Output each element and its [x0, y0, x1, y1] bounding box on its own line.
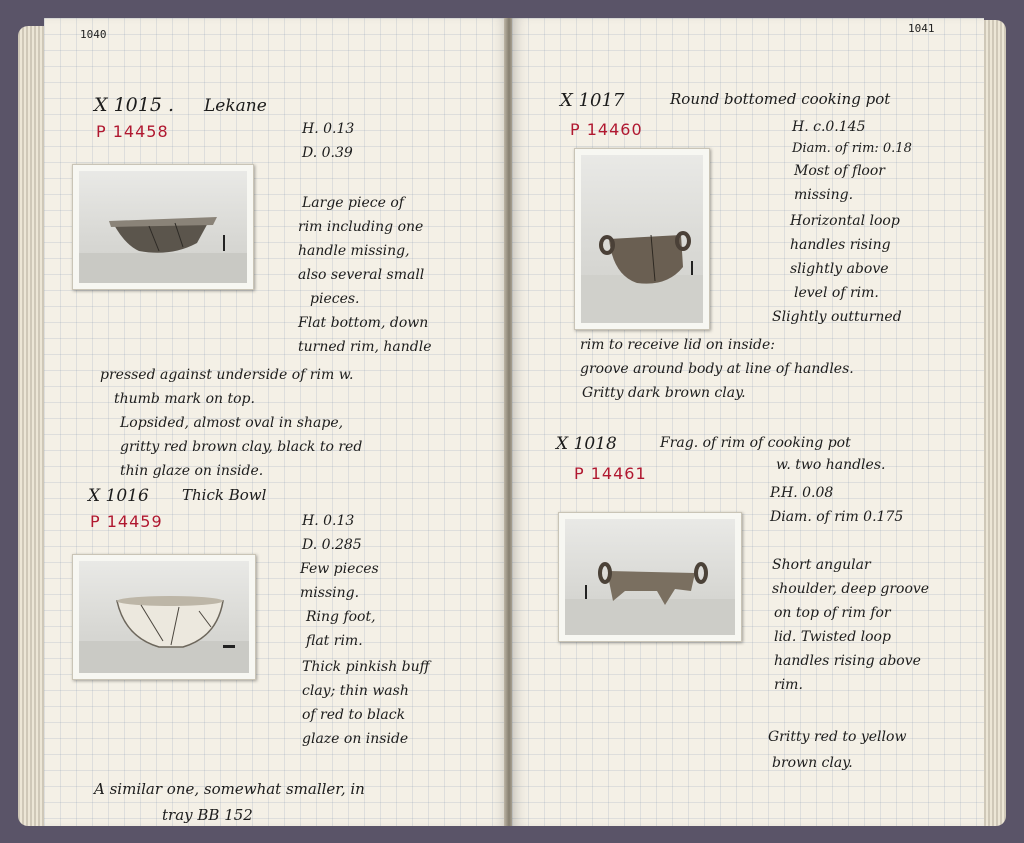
- note-line: Gritty red to yellow: [768, 729, 907, 745]
- note-line: Slightly outturned: [772, 309, 902, 325]
- note-line: on top of rim for: [774, 605, 891, 621]
- folio-number: 1040: [80, 28, 107, 41]
- dimension-line: H. 0.13: [302, 513, 355, 529]
- entry-title: Lekane: [204, 96, 267, 116]
- note-line: handle missing,: [298, 243, 410, 259]
- note-line: Ring foot,: [306, 609, 376, 625]
- note-line: flat rim.: [306, 633, 363, 649]
- note-line: Gritty dark brown clay.: [582, 385, 746, 401]
- note-line: lid. Twisted loop: [774, 629, 891, 645]
- dimension-line: D. 0.285: [302, 537, 362, 553]
- note-line: Short angular: [772, 557, 871, 573]
- note-line: missing.: [794, 187, 854, 203]
- note-line: turned rim, handle: [298, 339, 432, 355]
- note-line: level of rim.: [794, 285, 879, 301]
- note-line: rim including one: [298, 219, 424, 235]
- entry-id: X 1015 .: [94, 94, 174, 116]
- note-line: shoulder, deep groove: [772, 581, 930, 597]
- note-line: Thick pinkish buff: [302, 659, 430, 675]
- note-line: brown clay.: [772, 755, 853, 771]
- footer-note: tray BB 152: [162, 806, 253, 824]
- note-line: thin glaze on inside.: [120, 463, 264, 479]
- thick-bowl-icon: [79, 561, 249, 673]
- note-line: groove around body at line of handles.: [580, 361, 854, 377]
- lekane-bowl-icon: [79, 171, 247, 283]
- note-line: also several small: [298, 267, 425, 283]
- dimension-line: Diam. of rim 0.175: [770, 509, 904, 525]
- cooking-pot-fragment-photo: [558, 512, 742, 642]
- entry-id: X 1017: [560, 90, 625, 111]
- cooking-pot-photo: [574, 148, 710, 330]
- note-line: Large piece of: [302, 195, 404, 211]
- dimension-line: P.H. 0.08: [770, 485, 834, 501]
- note-line: Horizontal loop: [790, 213, 900, 229]
- catalog-number: P 14459: [90, 512, 163, 531]
- entry-title-continued: w. two handles.: [776, 457, 886, 473]
- note-line: gritty red brown clay, black to red: [120, 439, 363, 455]
- note-line: handles rising above: [774, 653, 921, 669]
- catalog-number: P 14461: [574, 464, 647, 483]
- thick-bowl-photo: [72, 554, 256, 680]
- note-line: rim to receive lid on inside:: [580, 337, 776, 353]
- note-line: pieces.: [310, 291, 360, 307]
- note-line: Lopsided, almost oval in shape,: [120, 415, 344, 431]
- folio-number: 1041: [908, 22, 935, 35]
- dimension-line: H. 0.13: [302, 121, 355, 137]
- catalog-number: P 14460: [570, 120, 643, 139]
- right-page: [512, 18, 984, 826]
- entry-id: X 1016: [88, 486, 149, 506]
- entry-title: Frag. of rim of cooking pot: [660, 435, 851, 451]
- footer-note: A similar one, somewhat smaller, in: [94, 780, 365, 798]
- dimension-line: D. 0.39: [302, 145, 353, 161]
- note-line: Flat bottom, down: [298, 315, 429, 331]
- note-line: slightly above: [790, 261, 889, 277]
- note-line: handles rising: [790, 237, 891, 253]
- pot-fragment-icon: [565, 519, 735, 635]
- note-line: thumb mark on top.: [114, 391, 255, 407]
- note-line: Most of floor: [794, 163, 885, 179]
- note-line: glaze on inside: [302, 731, 409, 747]
- note-line: of red to black: [302, 707, 406, 723]
- entry-title: Thick Bowl: [182, 486, 267, 504]
- note-line: clay; thin wash: [302, 683, 409, 699]
- dimension-line: H. c.0.145: [792, 119, 866, 135]
- note-line: Few pieces: [300, 561, 379, 577]
- dimension-line: Diam. of rim: 0.18: [792, 141, 912, 156]
- catalog-number: P 14458: [96, 122, 169, 141]
- lekane-bowl-photo: [72, 164, 254, 290]
- entry-title: Round bottomed cooking pot: [670, 90, 891, 108]
- left-page: [44, 18, 508, 826]
- note-line: rim.: [774, 677, 803, 693]
- cooking-pot-icon: [581, 155, 703, 323]
- note-line: pressed against underside of rim w.: [100, 367, 354, 383]
- entry-id: X 1018: [556, 434, 617, 454]
- note-line: missing.: [300, 585, 360, 601]
